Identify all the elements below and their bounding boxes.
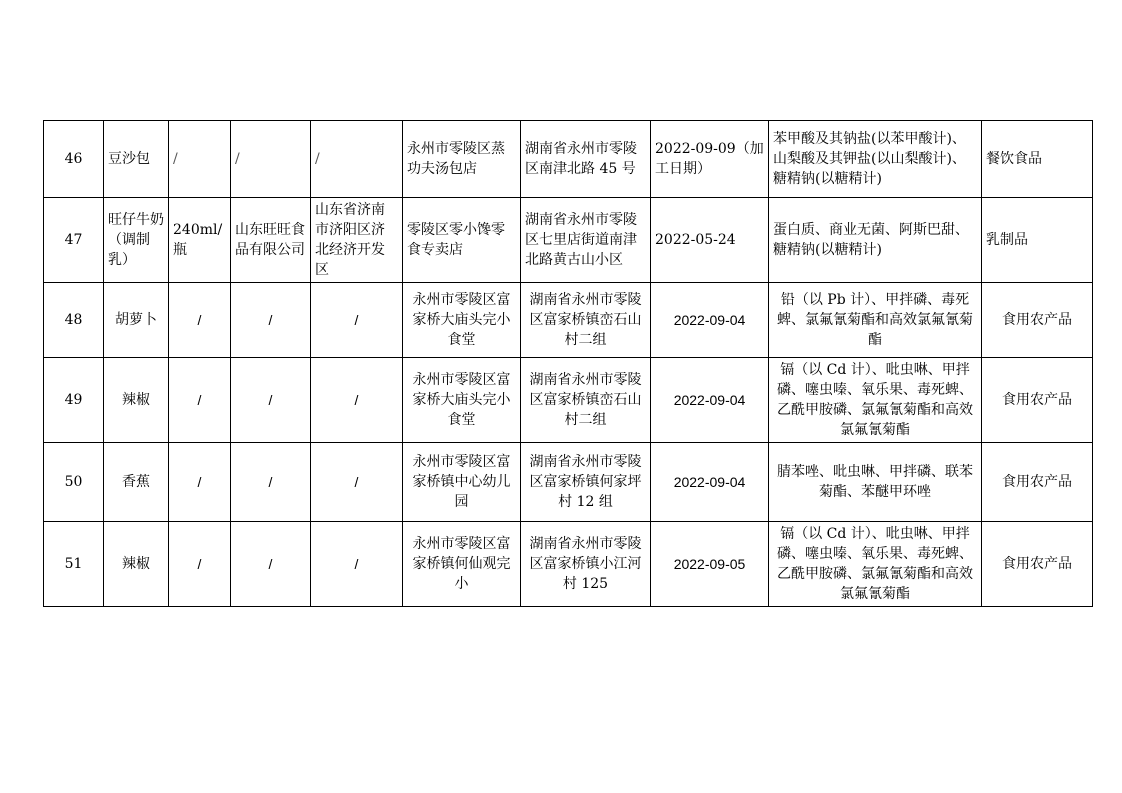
producer-address: / xyxy=(311,283,403,358)
row-number: 49 xyxy=(44,358,104,443)
row-number: 50 xyxy=(44,443,104,522)
seller-name: 永州市零陵区富家桥大庙头完小食堂 xyxy=(403,358,521,443)
production-date: 2022-09-04 xyxy=(651,283,769,358)
food-category: 食用农产品 xyxy=(982,522,1093,607)
producer-address: / xyxy=(311,443,403,522)
seller-address: 湖南省永州市零陵区富家桥镇何家坪村 12 组 xyxy=(521,443,651,522)
seller-address: 湖南省永州市零陵区富家桥镇小江河村 125 xyxy=(521,522,651,607)
producer-name: / xyxy=(231,522,311,607)
seller-address: 湖南省永州市零陵区富家桥镇峦石山村二组 xyxy=(521,358,651,443)
seller-name: 永州市零陵区蒸功夫汤包店 xyxy=(403,121,521,198)
product-spec: / xyxy=(169,358,231,443)
food-category: 食用农产品 xyxy=(982,443,1093,522)
inspection-items: 铅（以 Pb 计）、甲拌磷、毒死蜱、氯氟氰菊酯和高效氯氟氰菊酯 xyxy=(769,283,982,358)
producer-address: / xyxy=(311,522,403,607)
inspection-results-table xyxy=(43,120,1093,607)
inspection-items: 蛋白质、商业无菌、阿斯巴甜、糖精钠(以糖精计) xyxy=(769,198,982,283)
producer-name: / xyxy=(231,283,311,358)
row-number: 46 xyxy=(44,121,104,198)
product-spec: 240ml/瓶 xyxy=(169,198,231,283)
production-date: 2022-09-09（加工日期） xyxy=(651,121,769,198)
inspection-items: 苯甲酸及其钠盐(以苯甲酸计)、山梨酸及其钾盐(以山梨酸计)、糖精钠(以糖精计) xyxy=(769,121,982,198)
food-category: 乳制品 xyxy=(982,198,1093,283)
product-spec: / xyxy=(169,121,231,198)
producer-name: / xyxy=(231,443,311,522)
production-date: 2022-09-04 xyxy=(651,358,769,443)
table-row xyxy=(44,443,1093,522)
product-spec: / xyxy=(169,443,231,522)
product-name: 香蕉 xyxy=(104,443,169,522)
seller-address: 湖南省永州市零陵区富家桥镇峦石山村二组 xyxy=(521,283,651,358)
seller-name: 零陵区零小馋零食专卖店 xyxy=(403,198,521,283)
table-row xyxy=(44,121,1093,198)
producer-name: / xyxy=(231,121,311,198)
production-date: 2022-05-24 xyxy=(651,198,769,283)
seller-name: 永州市零陵区富家桥大庙头完小食堂 xyxy=(403,283,521,358)
producer-address: 山东省济南市济阳区济北经济开发区 xyxy=(311,198,403,283)
seller-address: 湖南省永州市零陵区南津北路 45 号 xyxy=(521,121,651,198)
seller-name: 永州市零陵区富家桥镇中心幼儿园 xyxy=(403,443,521,522)
product-name: 胡萝卜 xyxy=(104,283,169,358)
product-spec: / xyxy=(169,283,231,358)
food-category: 食用农产品 xyxy=(982,283,1093,358)
food-category: 餐饮食品 xyxy=(982,121,1093,198)
table-row xyxy=(44,283,1093,358)
product-name: 旺仔牛奶（调制乳） xyxy=(104,198,169,283)
seller-name: 永州市零陵区富家桥镇何仙观完小 xyxy=(403,522,521,607)
product-name: 辣椒 xyxy=(104,522,169,607)
product-name: 豆沙包 xyxy=(104,121,169,198)
producer-address: / xyxy=(311,121,403,198)
producer-name: 山东旺旺食品有限公司 xyxy=(231,198,311,283)
row-number: 47 xyxy=(44,198,104,283)
inspection-items: 镉（以 Cd 计）、吡虫啉、甲拌磷、噻虫嗪、氧乐果、毒死蜱、乙酰甲胺磷、氯氟氰菊酯和高效氯氟氰菊酯 xyxy=(769,358,982,443)
table-row xyxy=(44,358,1093,443)
inspection-items: 腈苯唑、吡虫啉、甲拌磷、联苯菊酯、苯醚甲环唑 xyxy=(769,443,982,522)
table-row xyxy=(44,198,1093,283)
production-date: 2022-09-05 xyxy=(651,522,769,607)
product-name: 辣椒 xyxy=(104,358,169,443)
row-number: 51 xyxy=(44,522,104,607)
product-spec: / xyxy=(169,522,231,607)
seller-address: 湖南省永州市零陵区七里店街道南津北路黄古山小区 xyxy=(521,198,651,283)
inspection-items: 镉（以 Cd 计）、吡虫啉、甲拌磷、噻虫嗪、氧乐果、毒死蜱、乙酰甲胺磷、氯氟氰菊酯和高效氯氟氰菊酯 xyxy=(769,522,982,607)
production-date: 2022-09-04 xyxy=(651,443,769,522)
table-row xyxy=(44,522,1093,607)
food-category: 食用农产品 xyxy=(982,358,1093,443)
row-number: 48 xyxy=(44,283,104,358)
producer-name: / xyxy=(231,358,311,443)
producer-address: / xyxy=(311,358,403,443)
